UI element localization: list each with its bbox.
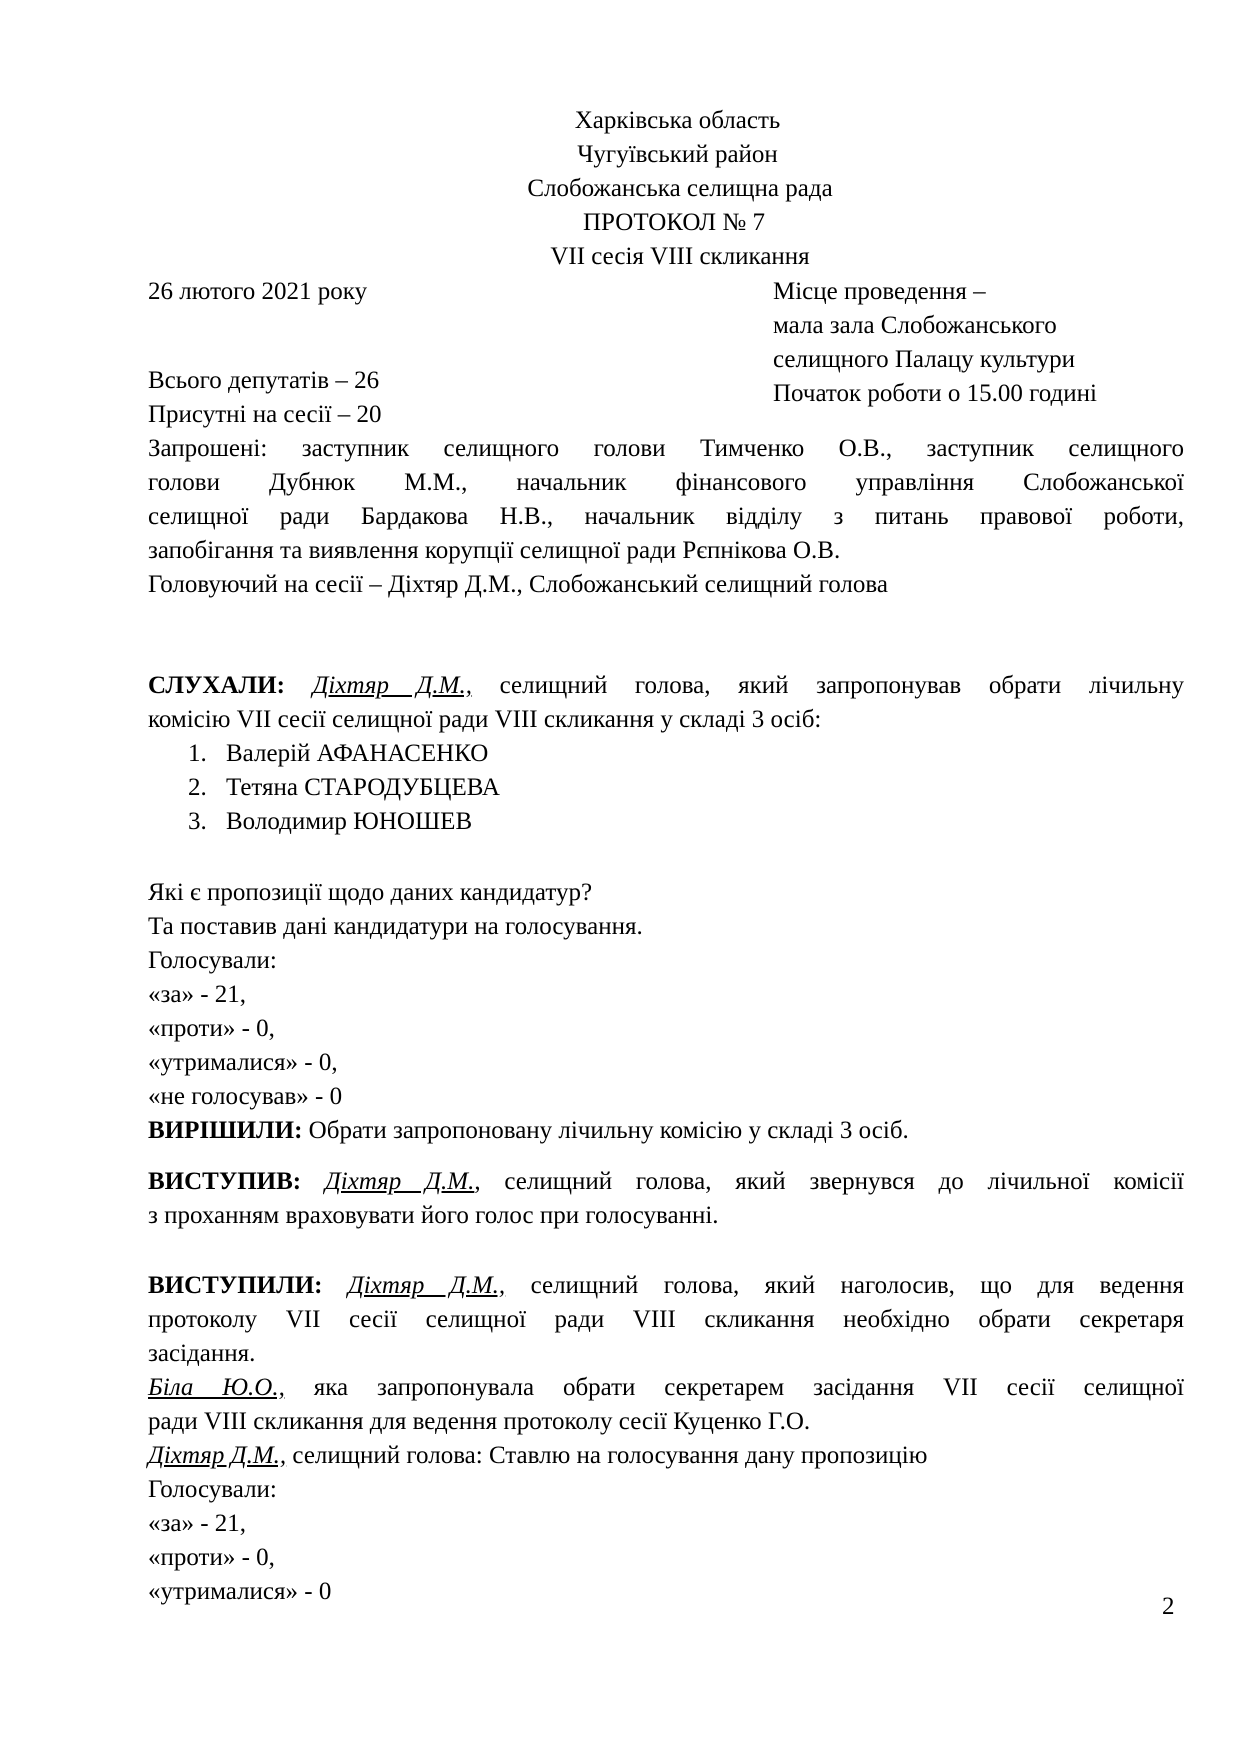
heard-speaker: Діхтяр Д.М., — [312, 672, 473, 699]
invited-line-3: селищної ради Бардакова Н.В., начальник відділу з питань правової роботи, — [148, 503, 1184, 530]
spoke-plural-line-2: протоколу VII сесії селищної ради VIII скликання необхідно обрати секретаря — [148, 1306, 1184, 1333]
place-line-2: мала зала Слобожанського — [773, 312, 1057, 339]
header-district: Чугуївський район — [577, 141, 778, 168]
vote-not-voted: «не голосував» - 0 — [148, 1083, 343, 1110]
heard-line-1 — [148, 669, 1184, 703]
proposer-speaker: Біла Ю.О., — [148, 1374, 285, 1401]
document-header — [0, 104, 1240, 274]
spoke-line-2: з проханням враховувати його голос при голосуванні. — [148, 1202, 719, 1229]
list-item — [188, 737, 1184, 771]
vote-against-2: «проти» - 0, — [148, 1544, 275, 1571]
section-heard — [148, 669, 1184, 839]
header-council: Слобожанська селищна рада — [527, 175, 833, 202]
spoke-plural-label: ВИСТУПИЛИ: — [148, 1272, 323, 1299]
list-item — [188, 805, 1184, 839]
spoke-plural-speaker: Діхтяр Д.М., — [347, 1272, 506, 1299]
meeting-date: 26 лютого 2021 року — [148, 278, 368, 305]
spoke-plural-line-1 — [148, 1269, 1184, 1303]
total-deputies: Всього депутатів – 26 — [148, 367, 380, 394]
vote-against: «проти» - 0, — [148, 1015, 275, 1042]
heard-line-2: комісію VII сесії селищної ради VIII скликання у складі 3 осіб: — [148, 706, 822, 733]
section-spoke — [148, 1165, 1184, 1233]
vote-abstained-2: «утрималися» - 0 — [148, 1578, 332, 1605]
list-item-name: Валерій АФАНАСЕНКО — [226, 740, 489, 767]
attendance-info — [148, 364, 1184, 602]
list-item — [188, 771, 1184, 805]
heard-text-1: селищний голова, який запропонував обрати лічильну — [472, 672, 1185, 699]
place-line-3: селищного Палацу культури — [773, 346, 1076, 373]
list-item-number: 2. — [188, 774, 207, 801]
spoke-plural-text-1: селищний голова, який наголосив, що для ведення — [505, 1272, 1184, 1299]
spoke-plural-line-4 — [148, 1371, 1184, 1405]
spoke-line-1 — [148, 1165, 1184, 1199]
chair-text: селищний голова: Ставлю на голосування дану пропозицію — [286, 1442, 928, 1469]
page-number: 2 — [1162, 1593, 1175, 1620]
decided-text: Обрати запропоновану лічильну комісію у складі 3 осіб. — [302, 1117, 909, 1144]
spoke-speaker: Діхтяр Д.М. — [324, 1168, 475, 1195]
header-session: VII сесія VIII скликання — [550, 243, 810, 270]
section-spoke-plural — [148, 1269, 1184, 1609]
chair-line: Головуючий на сесії – Діхтяр Д.М., Слобожанський селищний голова — [148, 571, 888, 598]
put-to-vote-line: Та поставив дані кандидатури на голосування. — [148, 913, 643, 940]
spoke-label: ВИСТУПИВ: — [148, 1168, 302, 1195]
counting-commission-list — [148, 737, 1184, 839]
heard-label: СЛУХАЛИ: — [148, 672, 285, 699]
spoke-plural-line-5: ради VIII скликання для ведення протоколу сесії Куценко Г.О. — [148, 1408, 811, 1435]
decided-line — [148, 1114, 1184, 1148]
list-item-name: Володимир ЮНОШЕВ — [226, 808, 473, 835]
vote-for-2: «за» - 21, — [148, 1510, 247, 1537]
section-vote-1 — [148, 876, 1184, 1148]
proposer-text: яка запропонувала обрати секретарем засідання VII сесії селищної — [284, 1374, 1184, 1401]
question-line: Які є пропозиції щодо даних кандидатур? — [148, 879, 593, 906]
list-item-number: 1. — [188, 740, 207, 767]
vote-for: «за» - 21, — [148, 981, 247, 1008]
decided-label: ВИРІШИЛИ: — [148, 1117, 303, 1144]
invited-line-4: запобігання та виявлення корупції селищної ради Рєпнікова О.В. — [148, 537, 841, 564]
chair-speaker: Діхтяр Д.М., — [148, 1442, 287, 1469]
list-item-number: 3. — [188, 808, 207, 835]
place-line-4: Початок роботи о 15.00 годині — [773, 380, 1097, 407]
present-deputies: Присутні на сесії – 20 — [148, 401, 382, 428]
place-line-1: Місце проведення – — [773, 278, 986, 305]
voted-label-2: Голосували: — [148, 1476, 277, 1503]
list-item-name: Тетяна СТАРОДУБЦЕВА — [226, 774, 500, 801]
invited-line-2: голови Дубнюк М.М., начальник фінансового управління Слобожанської — [148, 469, 1184, 496]
vote-abstained: «утрималися» - 0, — [148, 1049, 338, 1076]
header-region: Харківська область — [574, 107, 781, 134]
header-protocol-title: ПРОТОКОЛ № 7 — [583, 209, 765, 236]
spoke-plural-line-6 — [148, 1439, 1184, 1473]
spoke-plural-line-3: засідання. — [148, 1340, 256, 1367]
voted-label: Голосували: — [148, 947, 277, 974]
invited-line-1: Запрошені: заступник селищного голови Тимченко О.В., заступник селищного — [148, 435, 1184, 462]
spoke-text-1: , селищний голова, який звернувся до лічильної комісії — [474, 1168, 1184, 1195]
